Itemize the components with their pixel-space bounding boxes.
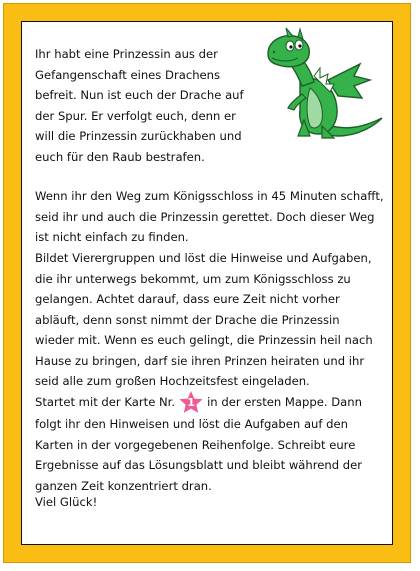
instructions-paragraph bbox=[35, 248, 373, 392]
text-line: Gefangenschaft eines Drachens bbox=[35, 67, 221, 82]
start-text-after: in der ersten Mappe. Dann bbox=[207, 395, 362, 409]
text-line: der Spur. Er verfolgt euch, denn er bbox=[35, 108, 236, 123]
text-line: euch für den Raub bestrafen. bbox=[35, 149, 205, 164]
text-line: will die Prinzessin zurückhaben und bbox=[35, 129, 242, 143]
text-line: ganzen Zeit konzentriert dran. bbox=[35, 478, 212, 493]
story-card bbox=[21, 21, 393, 545]
card-number: 1 bbox=[187, 396, 195, 409]
text-line: Bildet Vierergruppen und löst die Hinweise und Aufgaben, bbox=[35, 251, 372, 265]
text-line: die ihr unterwegs bekommt, um zum Königsschloss zu bbox=[35, 271, 351, 286]
dragon-illustration bbox=[258, 24, 388, 142]
text-line: seid alle zum großen Hochzeitsfest eingeladen. bbox=[35, 374, 310, 388]
start-text-before: Startet mit der Karte Nr. bbox=[35, 395, 176, 409]
text-line: Ihr habt eine Prinzessin aus der bbox=[35, 47, 218, 61]
text-line: ist nicht einfach zu finden. bbox=[35, 230, 189, 244]
text-line: wieder mit. Wenn es euch gelingt, die Prinzessin heil nach bbox=[35, 333, 373, 347]
closing-paragraph bbox=[35, 492, 97, 513]
text-line: Karten in der vorgegebenen Reihenfolge. Schreibt eure bbox=[35, 437, 356, 452]
text-line-with-star bbox=[35, 390, 362, 414]
yellow-frame bbox=[3, 3, 411, 563]
star-icon bbox=[178, 390, 204, 414]
text-line: befreit. Nun ist euch der Drache auf bbox=[35, 88, 244, 102]
text-line: Hause zu bringen, darf sie ihren Prinzen heiraten und ihr bbox=[35, 353, 365, 368]
time-limit-paragraph bbox=[35, 186, 384, 248]
text-line: Viel Glück! bbox=[35, 495, 98, 509]
text-line: seid ihr und auch die Prinzessin gerettet. Doch dieser Weg bbox=[35, 209, 375, 224]
text-line: folgt ihr den Hinweisen und löst die Aufgaben auf den bbox=[35, 417, 348, 431]
intro-paragraph bbox=[35, 44, 244, 167]
text-line: abläuft, denn sonst nimmt der Drache die Prinzessin bbox=[35, 312, 340, 327]
text-line: Ergebnisse auf das Lösungsblatt und bleibt während der bbox=[35, 458, 363, 472]
text-line: Wenn ihr den Weg zum Königsschloss in 45 Minuten schafft, bbox=[35, 189, 384, 203]
text-line: gelangen. Achtet darauf, dass eure Zeit nicht vorher bbox=[35, 292, 340, 306]
start-paragraph bbox=[35, 390, 362, 496]
